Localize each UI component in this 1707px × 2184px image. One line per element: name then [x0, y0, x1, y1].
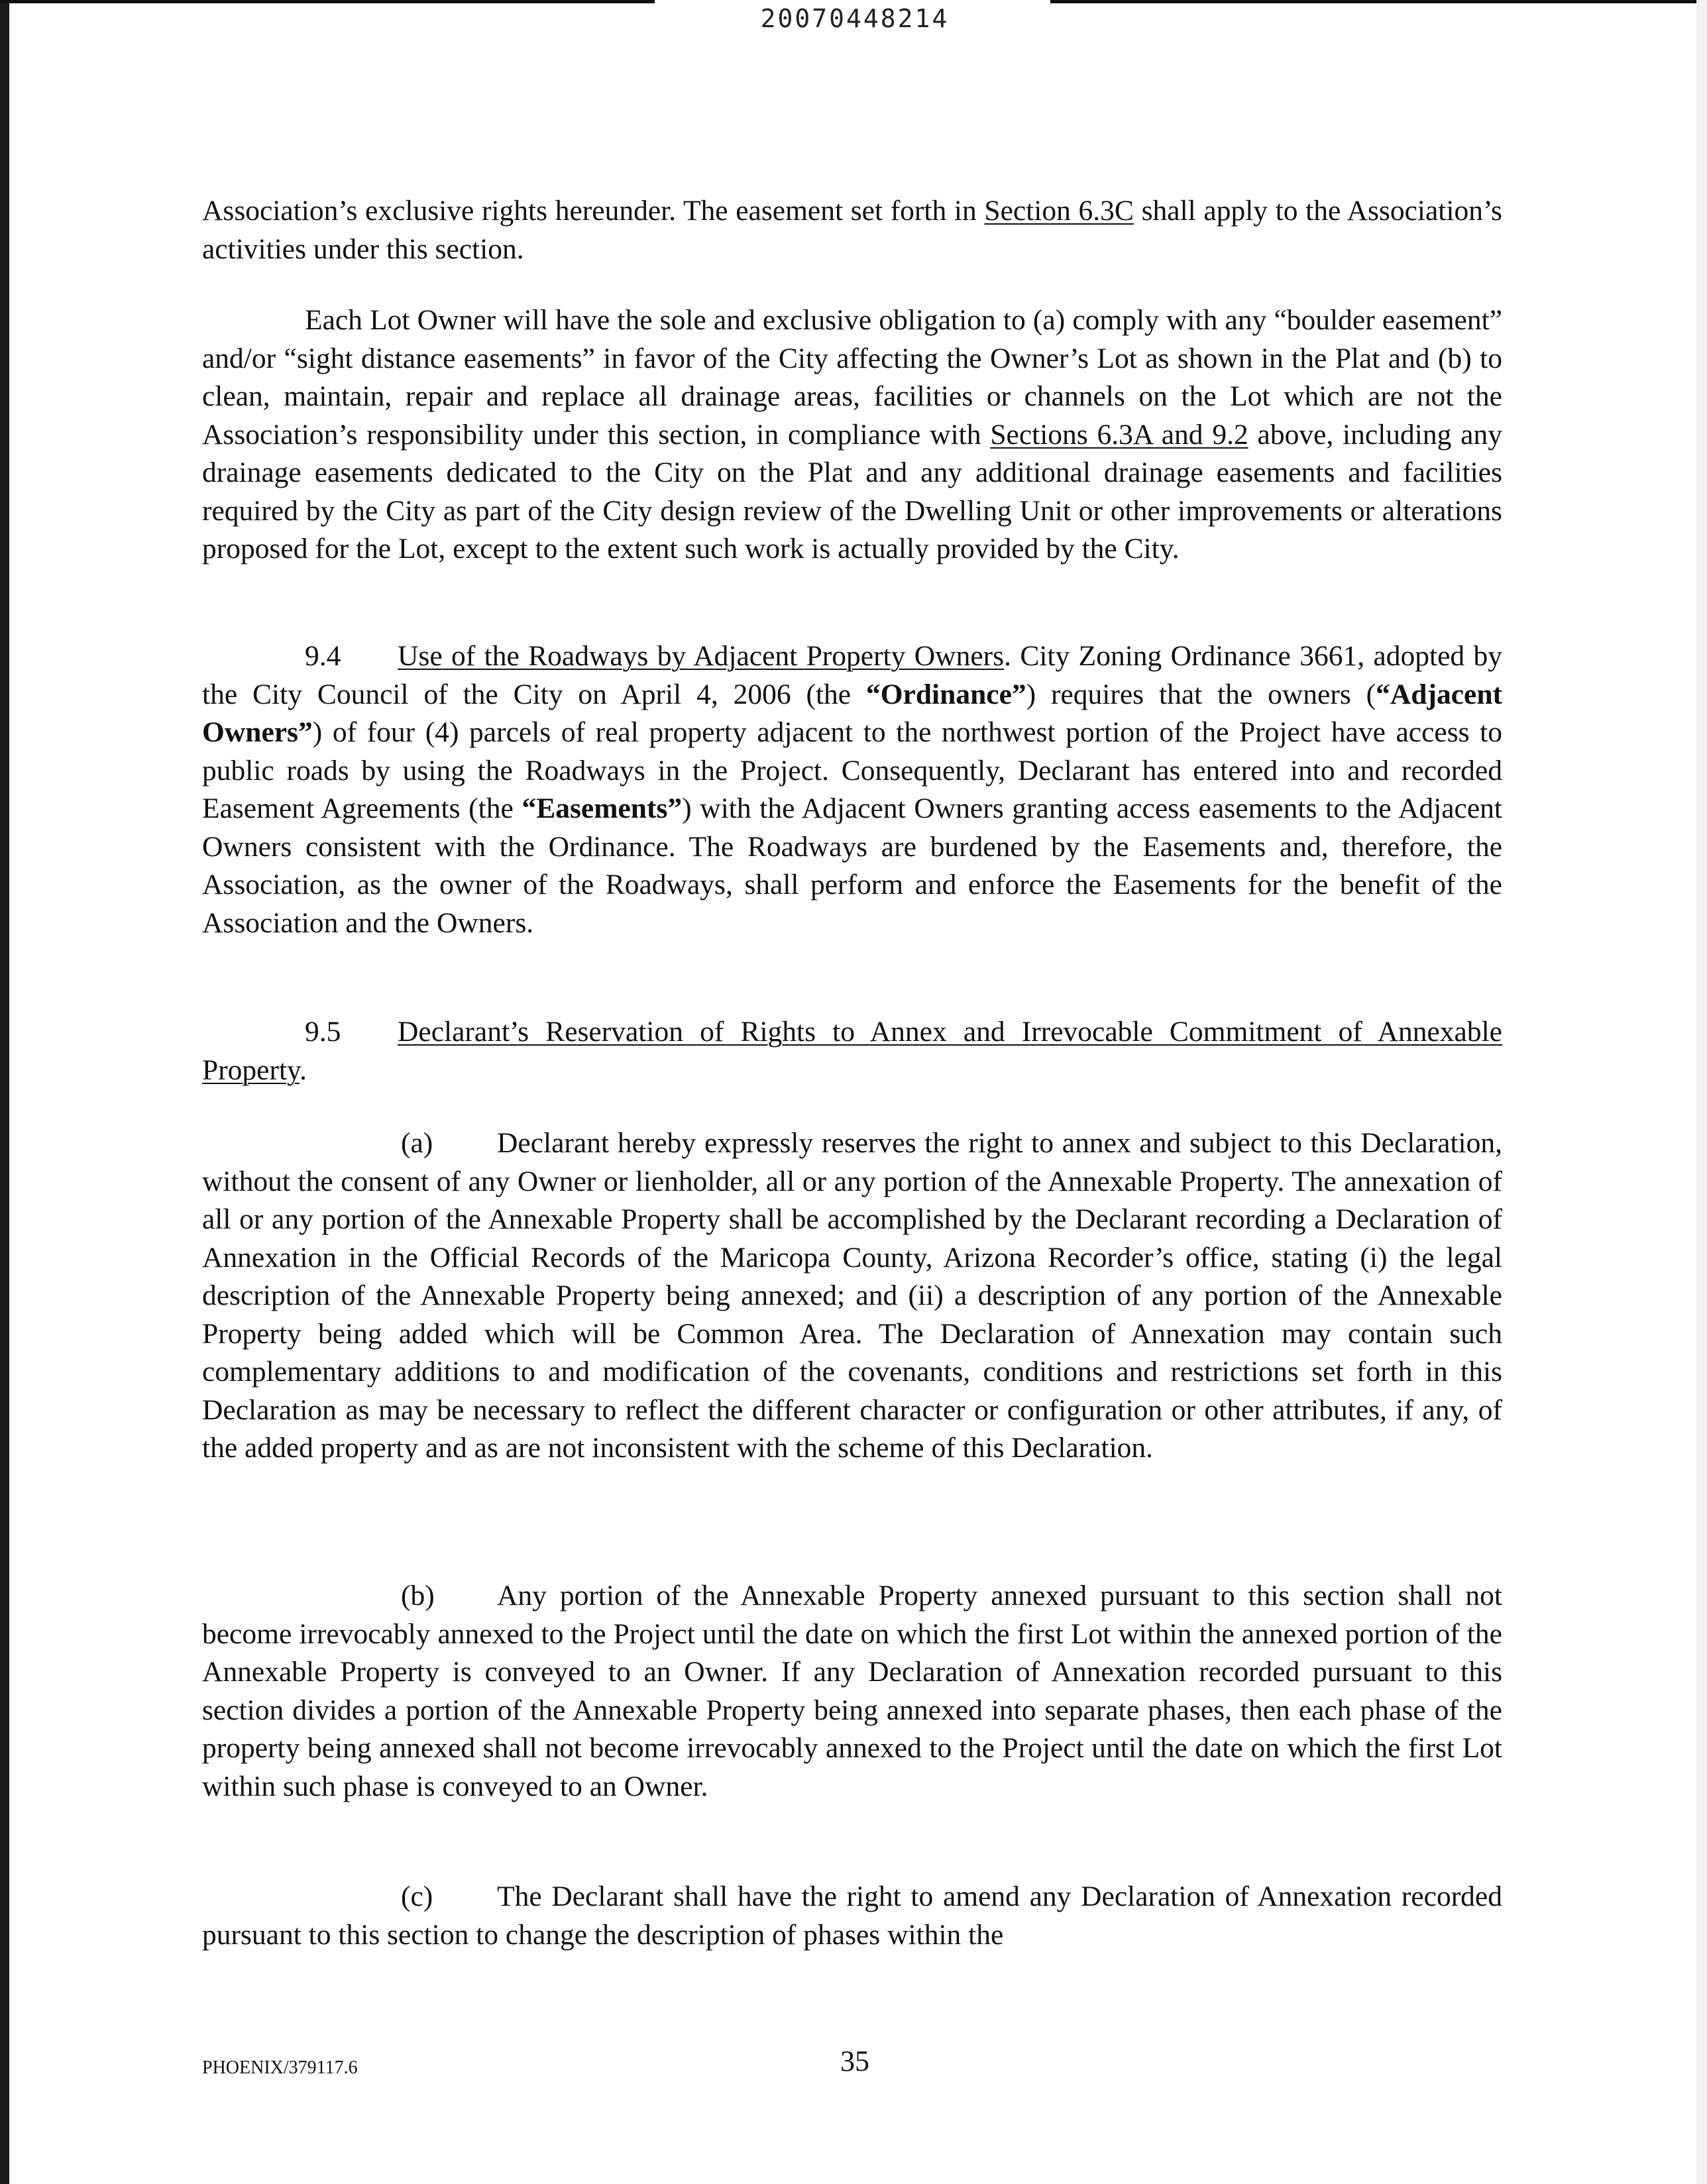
subsection-b — [202, 1577, 1502, 1806]
section-number: 9.5 — [305, 1016, 341, 1048]
subsection-c — [202, 1878, 1502, 1954]
text-span: ) of four (4) parcels of real property adjacent to the northwest portion of the Project have access to public roads by using the Roadways in the Project. Consequently, Declarant has entered into and recorded Easement Agreements (the — [202, 716, 1502, 824]
text-span: shall apply to the Association’s activities under this section. — [202, 195, 1502, 265]
defined-term: “Easements” — [522, 792, 683, 824]
section-9-4 — [202, 637, 1502, 942]
recording-number: 20070448214 — [760, 4, 950, 33]
text-span: ) requires that the owners ( — [1026, 678, 1376, 710]
text-span: . City Zoning Ordinance 3661, adopted by the City Council of the City on April 4, 2006 (the — [202, 640, 1503, 710]
paragraph-lot-owner-obligation — [202, 301, 1502, 569]
text-span: above, including any drainage easements dedicated to the City on the Plat and any additional drainage easements and facilities required by the City as part of the City design review of the Dwelling Unit or other improvements or alterations proposed for the Lot, except to the extent such work is actually provided by the City. — [202, 418, 1502, 565]
subsection-label: (b) — [401, 1580, 435, 1611]
scan-top-border-right — [1050, 0, 1707, 3]
subsection-label: (c) — [401, 1881, 433, 1912]
section-reference: Section 6.3C — [984, 195, 1134, 227]
text-span: ) with the Adjacent Owners granting access easements to the Adjacent Owners consistent with the Ordinance. The Roadways are burdened by the Easements and, therefore, the Association, as the owner of the Roadways, shall perform and enforce the Easements for the benefit of the Association and the Owners. — [202, 792, 1502, 939]
text-span: Declarant hereby expressly reserves the right to annex and subject to this Declaration, without the consent of any Owner or lienholder, all or any portion of the Annexable Property. The annexation of all or any portion of the Annexable Property shall be accomplished by the Declarant recording a Declaration of Annexation in the Official Records of the Maricopa County, Arizona Recorder’s office, stating (i) the legal description of the Annexable Property being annexed; and (ii) a description of any portion of the Annexable Property being added which will be Common Area. The Declaration of Annexation may contain such complementary additions to and modification of the covenants, conditions and restrictions set forth in this Declaration as may be necessary to reflect the different character or configuration or other attributes, if any, of the added property and as are not inconsistent with the scheme of this Declaration. — [202, 1127, 1502, 1464]
defined-term: “Ordinance” — [865, 678, 1026, 710]
text-span: Association’s exclusive rights hereunder. The easement set forth in — [202, 195, 985, 227]
footer-file-reference: PHOENIX/379117.6 — [202, 2057, 358, 2078]
scan-top-border-left — [0, 0, 655, 3]
subsection-a — [202, 1124, 1502, 1468]
section-9-5-heading — [202, 1013, 1502, 1089]
text-span: Any portion of the Annexable Property annexed pursuant to this section shall not become irrevocably annexed to the Project until the date on which the first Lot within the annexed portion of the Annexable Property is conveyed to an Owner. If any Declaration of Annexation recorded pursuant to this section divides a portion of the Annexable Property being annexed into separate phases, then each phase of the property being annexed shall not become irrevocably annexed to the Project until the date on which the first Lot within such phase is conveyed to an Owner. — [202, 1580, 1502, 1802]
scan-left-edge — [0, 0, 9, 2184]
text-span: . — [299, 1054, 307, 1086]
scan-right-edge — [1696, 0, 1707, 2184]
defined-term: “Adjacent Owners” — [202, 678, 1502, 748]
section-reference: Sections 6.3A and 9.2 — [990, 418, 1248, 451]
section-title: Declarant’s Reservation of Rights to Annex and Irrevocable Commitment of Annexable Property — [202, 1016, 1502, 1086]
section-title: Use of the Roadways by Adjacent Property Owners — [398, 640, 1005, 672]
text-span: The Declarant shall have the right to amend any Declaration of Annexation recorded pursuant to this section to change the description of phases within the — [202, 1881, 1502, 1951]
paragraph-continuation — [202, 192, 1502, 268]
text-span: Each Lot Owner will have the sole and exclusive obligation to (a) comply with any “boulder easement” and/or “sight distance easements” in favor of the City affecting the Owner’s Lot as shown in the Plat and (b) to clean, maintain, repair and replace all drainage areas, facilities or channels on the Lot which are not the Association’s responsibility under this section, in compliance with — [202, 304, 1502, 451]
page-number: 35 — [840, 2045, 869, 2077]
subsection-label: (a) — [401, 1127, 433, 1159]
section-number: 9.4 — [305, 640, 341, 672]
